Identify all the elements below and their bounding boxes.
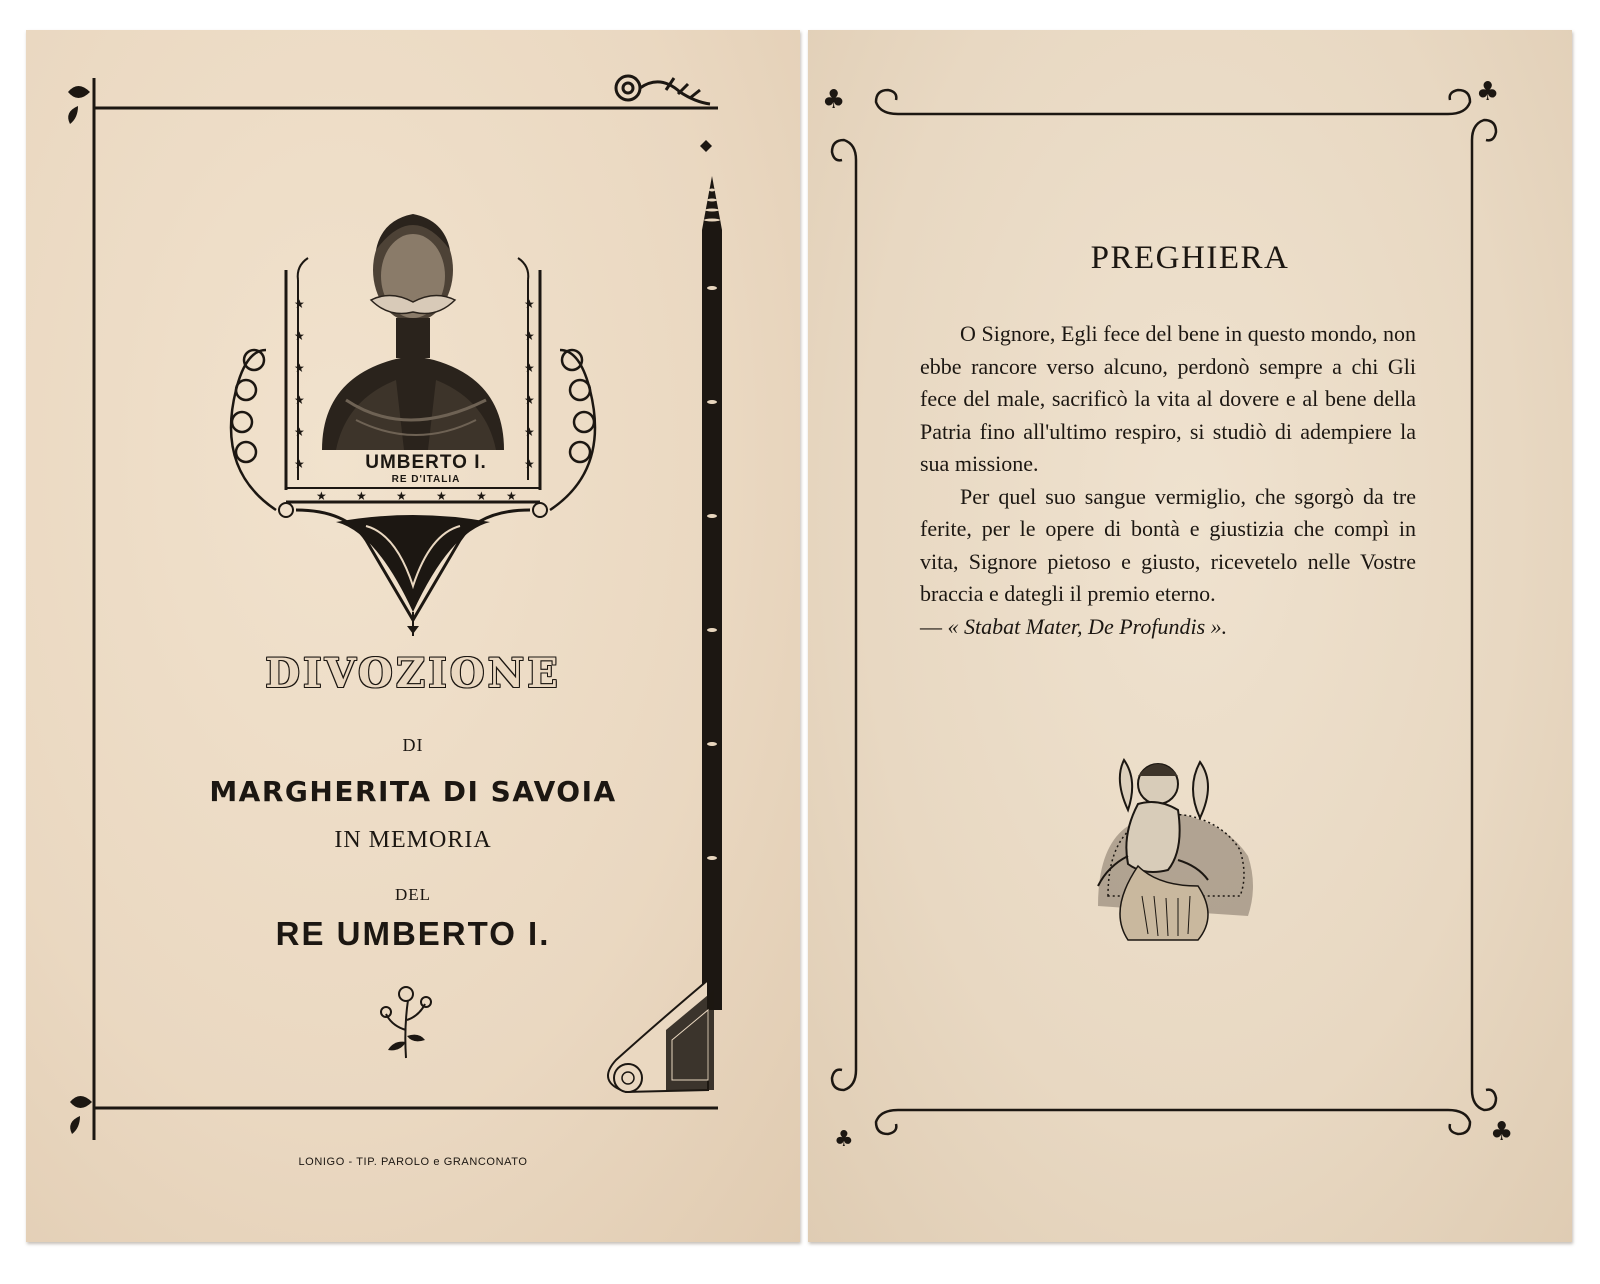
- portrait-frame: [206, 150, 626, 640]
- svg-text:★: ★: [294, 361, 305, 375]
- portrait-engraving: [322, 214, 504, 450]
- svg-text:♣: ♣: [1476, 77, 1500, 107]
- svg-text:★: ★: [436, 489, 447, 503]
- left-page: [26, 30, 800, 1242]
- svg-text:★: ★: [524, 425, 535, 439]
- pendant-ornament-icon: [279, 503, 547, 636]
- closing-dash: —: [920, 613, 948, 639]
- svg-text:★: ★: [524, 393, 535, 407]
- corner-fleuron-icon: [68, 86, 92, 1134]
- svg-text:★: ★: [476, 489, 487, 503]
- title-divozione: DIVOZIONE: [265, 650, 561, 697]
- svg-text:★: ★: [524, 361, 535, 375]
- closing-hymns: « Stabat Mater, De Profundis ».: [947, 613, 1228, 639]
- portrait-subcaption: RE D'ITALIA: [391, 474, 461, 485]
- svg-text:★: ★: [524, 297, 535, 311]
- flower-sprig-icon: [376, 980, 436, 1060]
- svg-text:♣: ♣: [1490, 1117, 1514, 1147]
- svg-text:★: ★: [316, 489, 327, 503]
- title-margherita: MARGHERITA DI SAVOIA: [209, 775, 617, 808]
- prayer-closing: [920, 611, 1416, 644]
- svg-text:★: ★: [356, 489, 367, 503]
- svg-text:★: ★: [396, 489, 407, 503]
- cherub-illustration: [1098, 760, 1253, 940]
- svg-text:★: ★: [294, 457, 305, 471]
- prayer-text: [920, 318, 1416, 643]
- prayer-paragraph-2: Per quel suo sangue vermiglio, che sgorgò da tre ferite, per le opere di bontà e giustizia che compì in vita, Signore pietoso e giusto, ricevetelo nelle Vostre braccia e dategli il premio eterno.: [920, 483, 1416, 606]
- title-del: DEL: [394, 885, 432, 904]
- svg-text:♣: ♣: [834, 1127, 854, 1152]
- rolled-scroll-icon: [608, 980, 714, 1092]
- svg-text:★: ★: [294, 393, 305, 407]
- right-page: [808, 30, 1572, 1242]
- svg-text:♣: ♣: [822, 85, 846, 115]
- title-di: DI: [402, 735, 424, 755]
- svg-text:★: ★: [294, 297, 305, 311]
- printer-imprint: LONIGO - TIP. PAROLO e GRANCONATO: [298, 1156, 528, 1168]
- prayer-heading: PREGHIERA: [1090, 240, 1290, 276]
- svg-text:★: ★: [524, 457, 535, 471]
- title-in-memoria: IN MEMORIA: [334, 827, 492, 853]
- scroll-ornament-icon: [616, 76, 710, 104]
- prayer-paragraph-1: O Signore, Egli fece del bene in questo mondo, non ebbe rancore verso alcuno, perdonò sempre a chi Gli fece del male, sacrificò la vita al dovere e al bene della Patria fino all'ultimo respiro, si studiò di adempiere la sua missione.: [920, 321, 1416, 476]
- portrait-caption: UMBERTO I.: [365, 452, 487, 473]
- title-re-umberto: RE UMBERTO I.: [275, 915, 551, 952]
- svg-text:★: ★: [506, 489, 517, 503]
- svg-text:★: ★: [294, 329, 305, 343]
- svg-text:★: ★: [524, 329, 535, 343]
- svg-text:★: ★: [294, 425, 305, 439]
